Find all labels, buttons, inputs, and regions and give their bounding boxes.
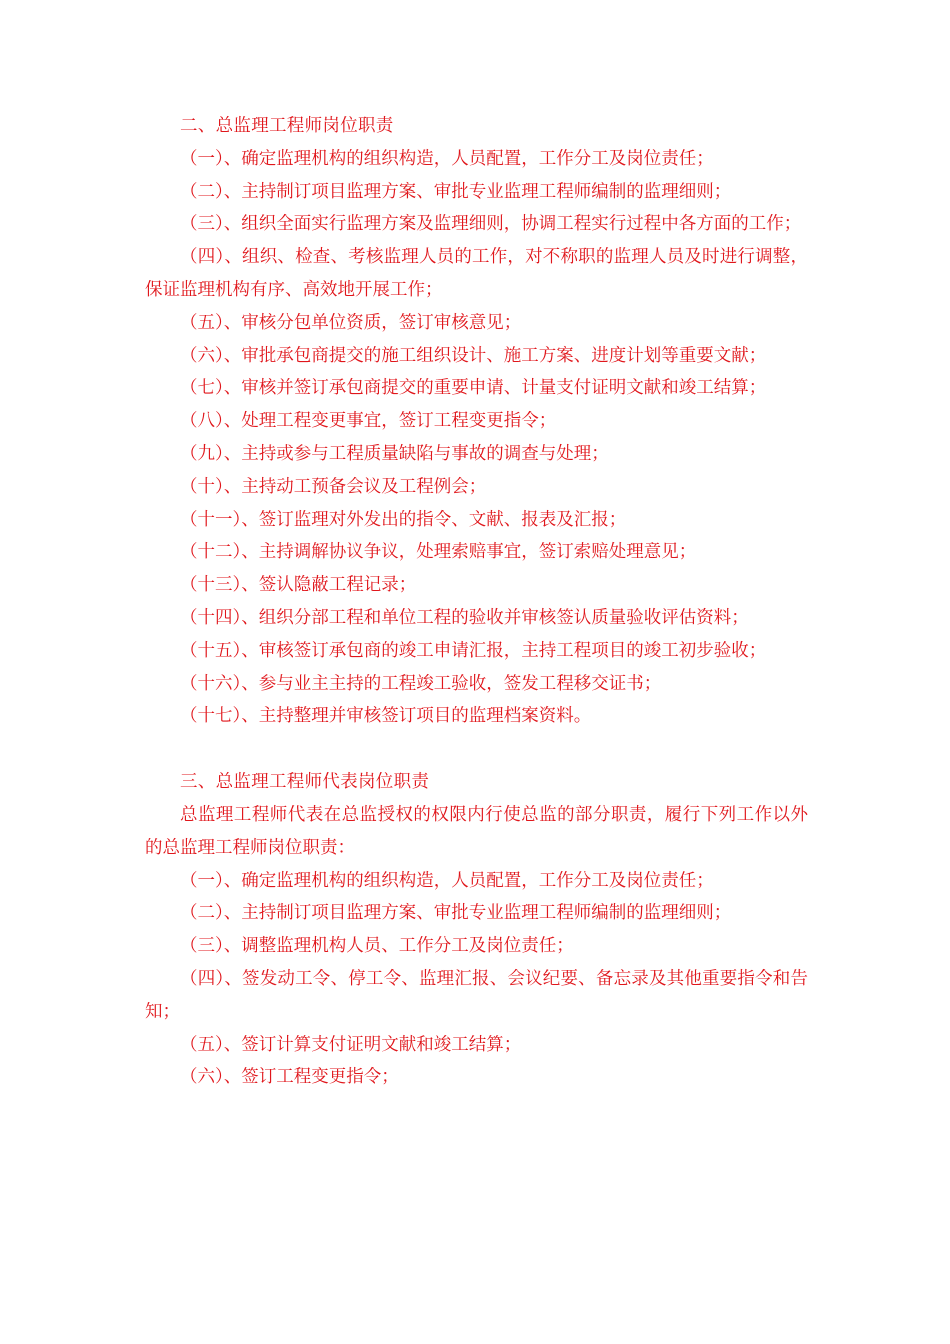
document-page xyxy=(145,110,808,1094)
duty-item: （三）、调整监理机构人员、工作分工及岗位责任； xyxy=(180,936,574,957)
section-2-list xyxy=(145,143,808,733)
duty-item: （十）、主持动工预备会议及工程例会； xyxy=(180,476,487,497)
duty-item: （七）、审核并签订承包商提交的重要申请、计量支付证明文献和竣工结算； xyxy=(180,378,767,399)
duty-item: （一）、确定监理机构的组织构造，人员配置，工作分工及岗位责任； xyxy=(180,870,714,891)
duty-item: （四）、签发动工令、停工令、监理汇报、会议纪要、备忘录及其他重要指令和告知； xyxy=(145,968,808,1022)
duty-item: （九）、主持或参与工程质量缺陷与事故的调查与处理； xyxy=(180,443,609,464)
duty-item: （十四）、组织分部工程和单位工程的验收并审核签认质量验收评估资料； xyxy=(180,607,749,628)
section-3-list xyxy=(145,865,808,1095)
duty-item: （一）、确定监理机构的组织构造，人员配置，工作分工及岗位责任； xyxy=(180,148,714,169)
duty-item: （十二）、主持调解协议争议，处理索赔事宜，签订索赔处理意见； xyxy=(180,542,697,563)
duty-item: （四）、组织、检查、考核监理人员的工作，对不称职的监理人员及时进行调整，保证监理机构有序、高效地开展工作； xyxy=(145,247,808,300)
duty-item: （八）、处理工程变更事宜，签订工程变更指令； xyxy=(180,411,557,432)
duty-item: （二）、主持制订项目监理方案、审批专业监理工程师编制的监理细则； xyxy=(180,181,732,202)
section-3-title: 三、总监理工程师代表岗位职责 xyxy=(180,772,430,793)
duty-item: （五）、签订计算支付证明文献和竣工结算； xyxy=(180,1034,522,1055)
section-3-intro: 总监理工程师代表在总监授权的权限内行使总监的部分职责，履行下列工作以外的总监理工程师岗位职责： xyxy=(145,804,808,858)
duty-item: （三）、组织全面实行监理方案及监理细则，协调工程实行过程中各方面的工作； xyxy=(180,214,802,235)
duty-item: （六）、审批承包商提交的施工组织设计、施工方案、进度计划等重要文献； xyxy=(180,345,767,366)
duty-item: （十三）、签认隐蔽工程记录； xyxy=(180,575,417,596)
duty-item: （十七）、主持整理并审核签订项目的监理档案资料。 xyxy=(180,706,592,727)
duty-item: （六）、签订工程变更指令； xyxy=(180,1067,399,1088)
section-2-title: 二、总监理工程师岗位职责 xyxy=(180,116,394,136)
duty-item: （十六）、参与业主主持的工程竣工验收，签发工程移交证书； xyxy=(180,673,662,694)
duty-item: （五）、审核分包单位资质，签订审核意见； xyxy=(180,312,522,333)
duty-item: （十一）、签订监理对外发出的指令、文献、报表及汇报； xyxy=(180,509,627,530)
duty-item: （二）、主持制订项目监理方案、审批专业监理工程师编制的监理细则； xyxy=(180,903,732,924)
duty-item: （十五）、审核签订承包商的竣工申请汇报，主持工程项目的竣工初步验收； xyxy=(180,640,767,661)
section-spacer xyxy=(145,733,808,766)
